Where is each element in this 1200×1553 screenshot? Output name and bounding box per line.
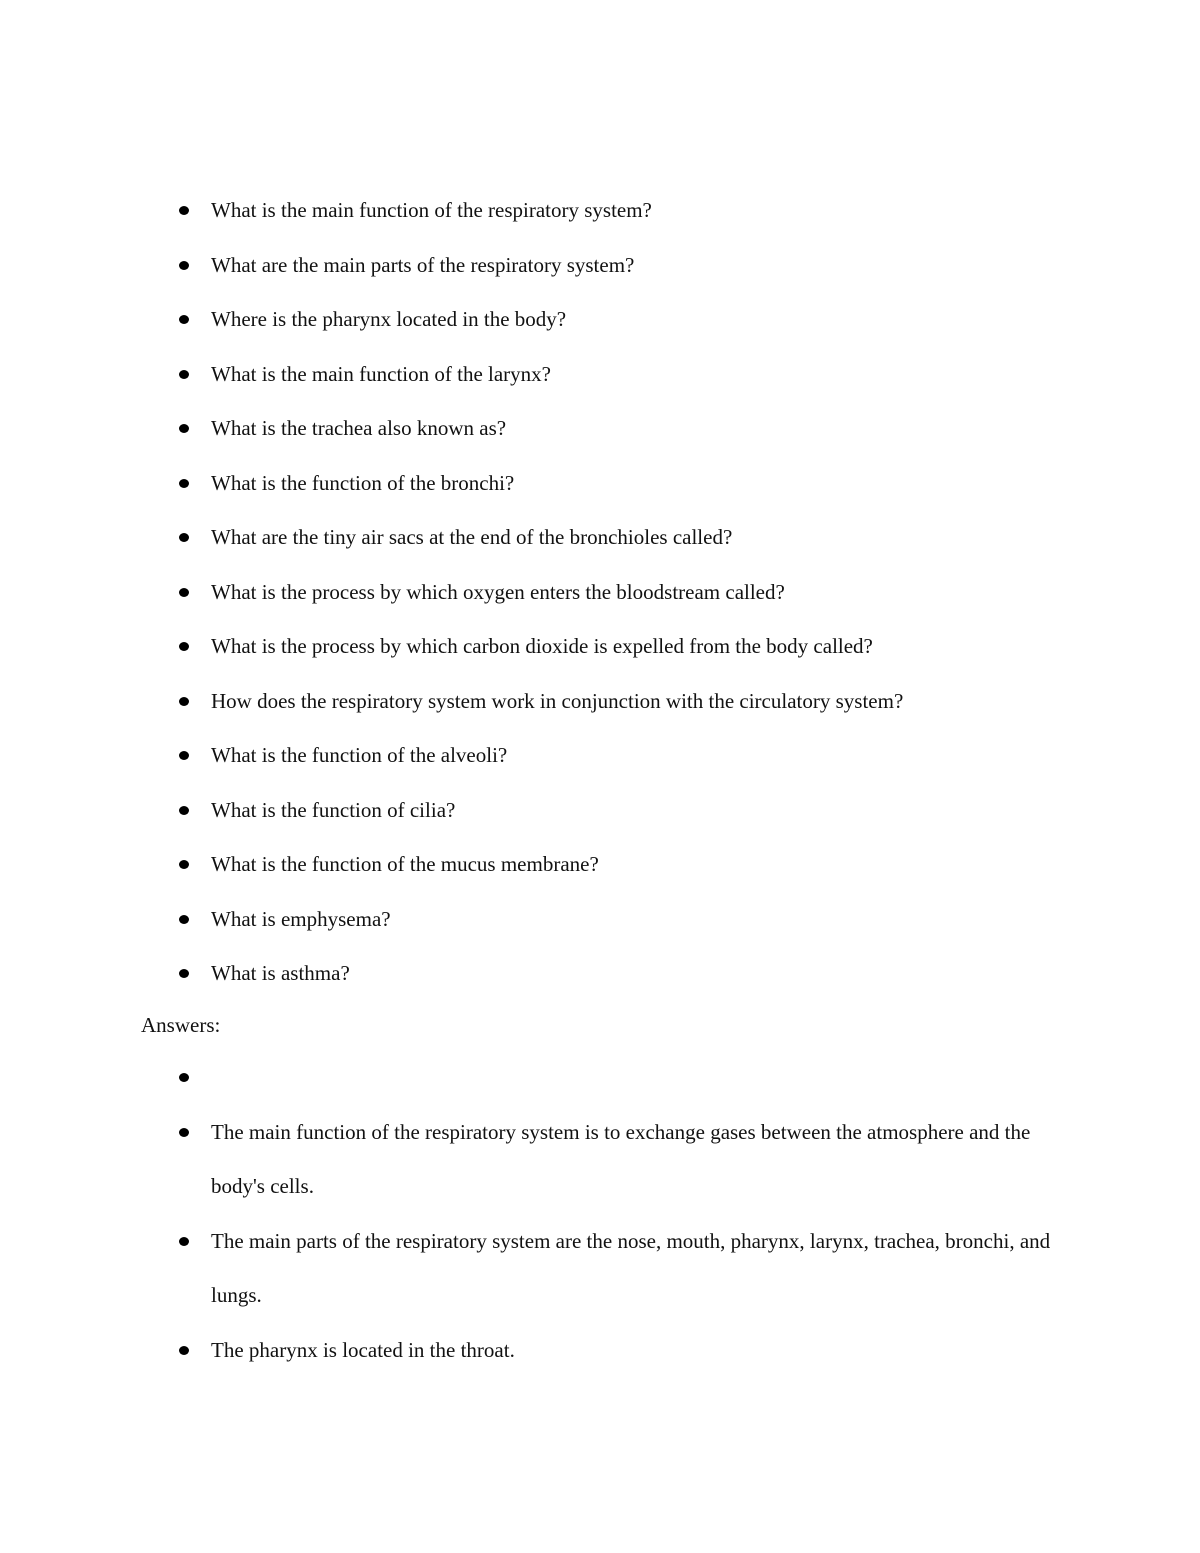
question-item — [0, 674, 1200, 729]
question-item — [0, 728, 1200, 783]
question-text: How does the respiratory system work in conjunction with the circulatory system? — [211, 688, 904, 713]
question-text: What is the function of cilia? — [211, 797, 456, 822]
bullet-icon — [179, 1237, 189, 1246]
question-text: What is asthma? — [211, 961, 350, 985]
bullet-icon — [179, 370, 189, 379]
bullet-icon — [179, 642, 189, 651]
answers-list — [0, 1050, 1200, 1377]
bullet-icon — [179, 533, 189, 542]
question-item — [0, 510, 1200, 565]
question-text: What is the trachea also known as? — [211, 416, 507, 440]
question-item — [0, 565, 1200, 620]
bullet-icon — [179, 751, 189, 760]
answer-text: The main function of the respiratory system is to exchange gases between the atmosphere and the body's cells. — [211, 1119, 1031, 1198]
bullet-icon — [179, 206, 189, 215]
bullet-icon — [179, 860, 189, 869]
bullet-icon — [179, 1346, 189, 1355]
question-text: What is the process by which carbon dioxide is expelled from the body called? — [211, 634, 873, 658]
answer-text: The pharynx is located in the throat. — [211, 1337, 515, 1362]
answer-item — [0, 1323, 1200, 1378]
question-text: What are the tiny air sacs at the end of the bronchioles called? — [211, 525, 733, 549]
bullet-icon — [179, 424, 189, 433]
question-item — [0, 347, 1200, 402]
question-item — [0, 238, 1200, 293]
bullet-icon — [179, 588, 189, 597]
question-text: What is the process by which oxygen enters the bloodstream called? — [211, 579, 785, 604]
bullet-icon — [179, 806, 189, 815]
question-item — [0, 946, 1200, 1001]
question-text: What is the function of the bronchi? — [211, 470, 515, 495]
answer-item — [0, 1214, 1200, 1323]
answer-item-empty — [0, 1050, 1200, 1105]
question-item — [0, 292, 1200, 347]
question-text: What is the main function of the larynx? — [211, 361, 551, 386]
questions-list — [0, 183, 1200, 1001]
question-text: What is emphysema? — [211, 906, 391, 931]
question-text: What are the main parts of the respiratory system? — [211, 252, 635, 277]
question-text: What is the main function of the respiratory system? — [211, 198, 652, 222]
question-text: What is the function of the alveoli? — [211, 743, 508, 767]
question-item — [0, 892, 1200, 947]
question-text: What is the function of the mucus membrane? — [211, 852, 599, 876]
answer-text: The main parts of the respiratory system are the nose, mouth, pharynx, larynx, trachea, bronchi, and lungs. — [211, 1228, 1051, 1307]
answer-item — [0, 1105, 1200, 1214]
bullet-icon — [179, 969, 189, 978]
bullet-icon — [179, 1128, 189, 1137]
question-item — [0, 837, 1200, 892]
answers-heading: Answers: — [141, 1013, 221, 1037]
question-item — [0, 783, 1200, 838]
bullet-icon — [179, 915, 189, 924]
bullet-icon — [179, 1073, 189, 1082]
bullet-icon — [179, 315, 189, 324]
question-item — [0, 183, 1200, 238]
question-item — [0, 619, 1200, 674]
question-item — [0, 401, 1200, 456]
question-text: Where is the pharynx located in the body? — [211, 307, 567, 331]
bullet-icon — [179, 697, 189, 706]
bullet-icon — [179, 479, 189, 488]
question-item — [0, 456, 1200, 511]
bullet-icon — [179, 261, 189, 270]
